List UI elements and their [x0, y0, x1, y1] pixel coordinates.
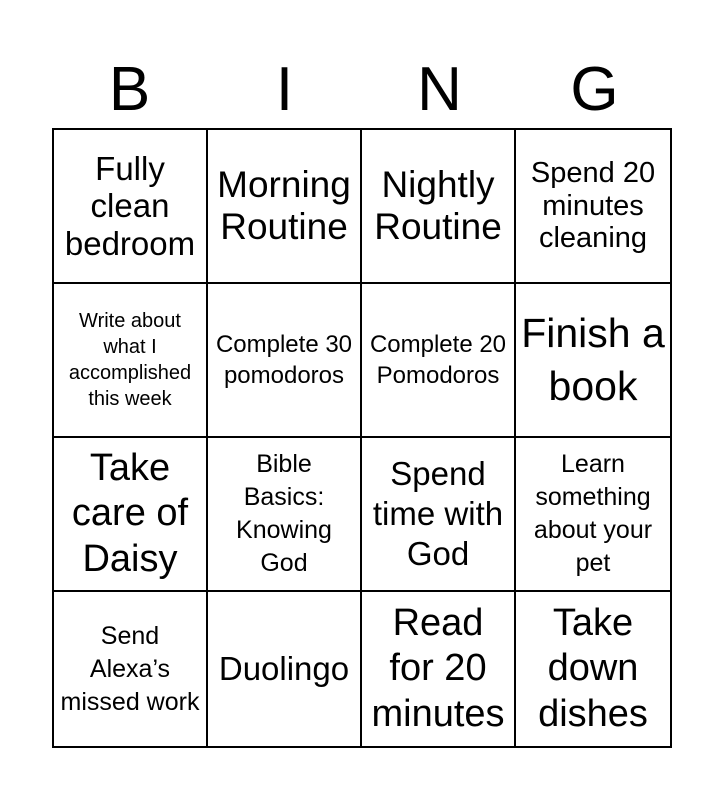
cell-label: Complete 20 Pomodoros	[369, 330, 507, 389]
bingo-cell-4-4[interactable]	[516, 592, 670, 746]
bingo-cell-2-1[interactable]	[54, 284, 208, 438]
cell-label: Finish a book	[521, 309, 665, 409]
bingo-cell-1-4[interactable]	[516, 130, 670, 284]
cell-label: Nightly Routine	[374, 164, 502, 247]
cell-label: Morning Routine	[217, 164, 351, 247]
bingo-cell-2-3[interactable]	[362, 284, 516, 438]
cell-label: Duolingo	[218, 650, 350, 688]
cell-label: Fully clean bedroom	[64, 150, 196, 262]
bingo-cell-4-3[interactable]	[362, 592, 516, 746]
cell-label: Take down dishes	[538, 601, 648, 735]
bingo-cell-3-1[interactable]	[54, 438, 208, 592]
cell-label: Bible Basics: Knowing God	[236, 450, 332, 577]
bingo-cell-3-4[interactable]	[516, 438, 670, 592]
header-letter-g: G	[570, 55, 619, 124]
cell-label: Spend time with God	[372, 454, 504, 573]
cell-label: Write about what I accomplished this week	[68, 310, 192, 410]
bingo-cell-2-2[interactable]	[208, 284, 362, 438]
bingo-cell-3-2[interactable]	[208, 438, 362, 592]
bingo-cell-4-2[interactable]	[208, 592, 362, 746]
cell-label: Complete 30 pomodoros	[215, 330, 353, 389]
header-letter-n: N	[417, 55, 462, 124]
cell-label: Spend 20 minutes cleaning	[530, 156, 656, 255]
header-letter-b: B	[108, 55, 151, 124]
cell-label: Read for 20 minutes	[371, 601, 505, 735]
bingo-cell-1-3[interactable]	[362, 130, 516, 284]
cell-label: Send Alexa’s missed work	[60, 621, 200, 716]
bingo-header	[52, 52, 672, 128]
cell-label: Take care of Daisy	[71, 446, 189, 580]
header-letter-i: I	[275, 55, 294, 124]
bingo-board	[52, 128, 672, 748]
bingo-cell-1-2[interactable]	[208, 130, 362, 284]
cell-label: Learn something about your pet	[533, 450, 653, 577]
bingo-cell-3-3[interactable]	[362, 438, 516, 592]
bingo-cell-2-4[interactable]	[516, 284, 670, 438]
bingo-cell-4-1[interactable]	[54, 592, 208, 746]
bingo-cell-1-1[interactable]	[54, 130, 208, 284]
